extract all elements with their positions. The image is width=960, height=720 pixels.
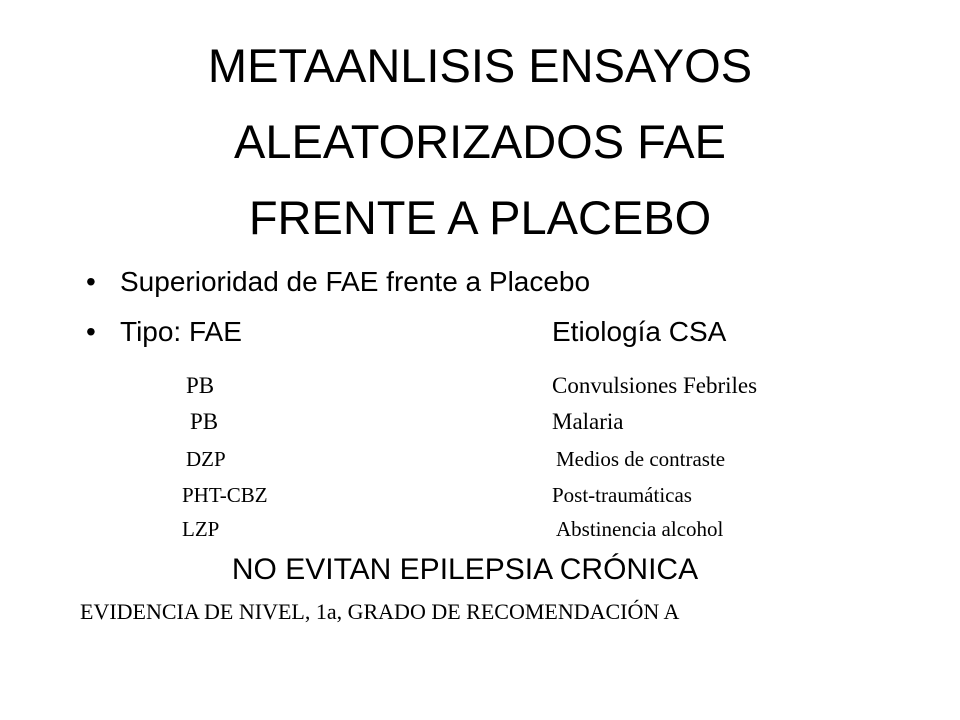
title-line: ALEATORIZADOS FAE <box>234 115 726 168</box>
drug-cell: LZP <box>182 517 220 541</box>
title-line: METAANLISIS ENSAYOS <box>207 39 753 92</box>
etiology-cell: Medios de contraste <box>556 447 726 471</box>
bullet-text: Tipo: FAE <box>120 316 242 347</box>
bullet-text: Superioridad de FAE frente a Placebo <box>120 266 591 297</box>
evidence-text: EVIDENCIA DE NIVEL, 1a, GRADO DE RECOMENDACIÓN A <box>80 599 680 624</box>
drug-cell: PB <box>190 409 219 434</box>
drug-cell: PHT-CBZ <box>182 483 268 507</box>
etiology-cell: Abstinencia alcohol <box>556 517 724 541</box>
slide-title <box>0 28 960 256</box>
title-line: FRENTE A PLACEBO <box>248 191 712 244</box>
etiology-cell: Convulsiones Febriles <box>552 373 758 398</box>
bullet-dot: • <box>86 266 96 297</box>
conclusion-text: NO EVITAN EPILEPSIA CRÓNICA <box>231 553 699 586</box>
drug-cell: PB <box>186 373 215 398</box>
bullet-dot: • <box>86 316 96 347</box>
etiology-cell: Malaria <box>552 409 624 434</box>
drug-cell: DZP <box>186 447 226 471</box>
bullet-text-right: Etiología CSA <box>552 316 727 347</box>
etiology-cell: Post-traumáticas <box>552 483 692 507</box>
